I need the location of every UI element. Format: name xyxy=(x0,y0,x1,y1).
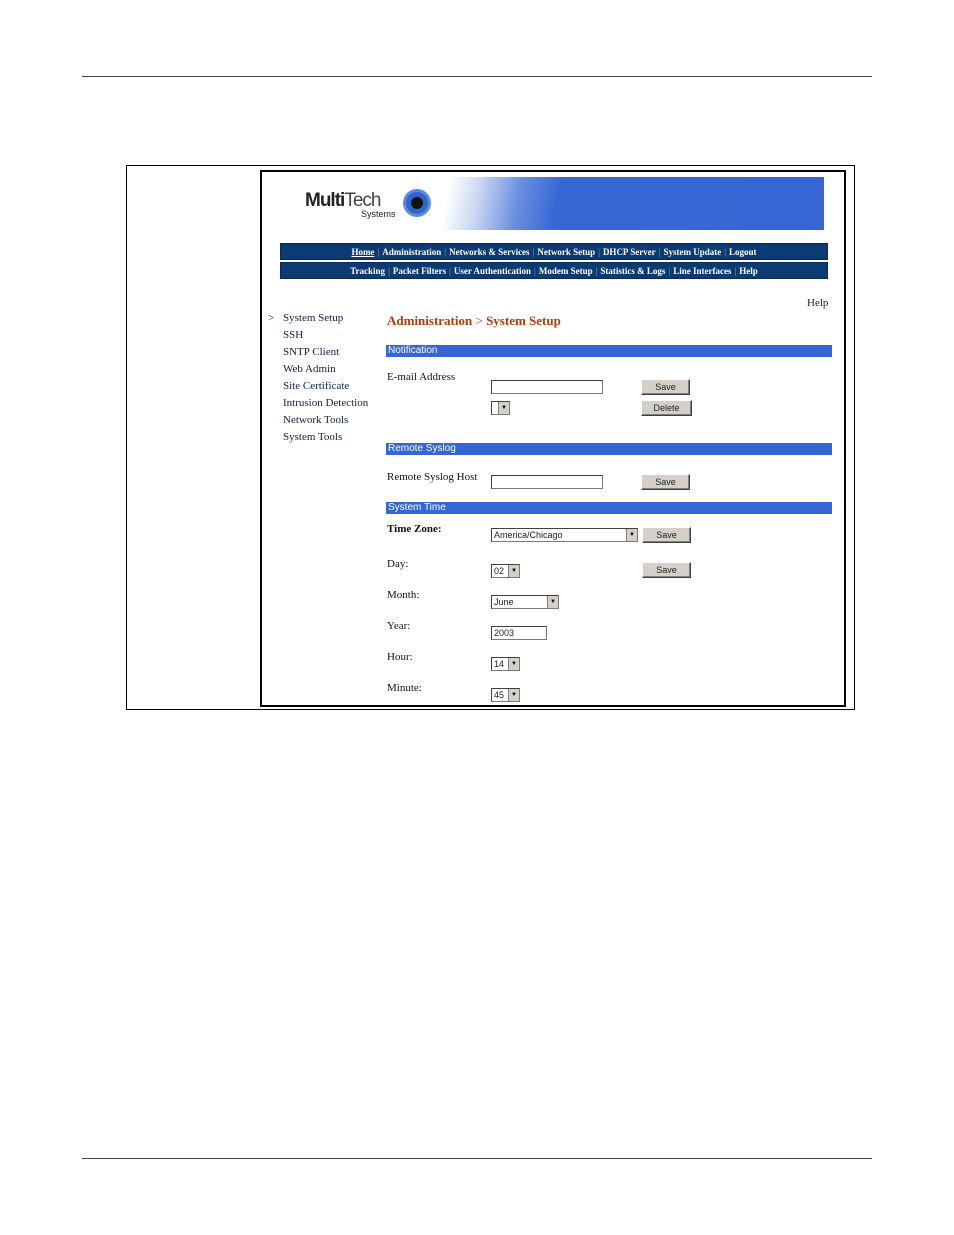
nav-secondary-statistics-logs[interactable]: Statistics & Logs xyxy=(600,265,666,276)
sidebar-item-system-setup[interactable]: System Setup xyxy=(283,312,344,324)
page-top-rule xyxy=(82,76,872,77)
chevron-down-icon[interactable]: ▼ xyxy=(508,689,519,701)
nav-secondary-packet-filters[interactable]: Packet Filters xyxy=(392,265,447,276)
timezone-label: Time Zone: xyxy=(387,523,442,535)
nav-primary-system-update[interactable]: System Update xyxy=(663,246,722,257)
nav-secondary-user-authentication[interactable]: User Authentication xyxy=(453,265,532,276)
nav-primary-dhcp-server[interactable]: DHCP Server xyxy=(602,246,656,257)
date-save-button[interactable]: Save xyxy=(642,562,691,578)
chevron-down-icon[interactable]: ▼ xyxy=(498,402,509,414)
logo-subtext: Systems xyxy=(361,209,396,219)
timezone-select[interactable]: America/Chicago ▼ xyxy=(491,528,638,542)
email-list-select[interactable] xyxy=(491,401,510,415)
sidebar-item-web-admin[interactable]: Web Admin xyxy=(283,363,336,375)
header-banner xyxy=(434,177,824,230)
logo-text: MultiTech xyxy=(305,190,381,211)
nav-separator: | xyxy=(734,265,737,276)
nav-separator: | xyxy=(388,265,390,276)
sidebar-item-sntp-client[interactable]: SNTP Client xyxy=(283,346,340,358)
browser-screen xyxy=(260,170,846,707)
remote-syslog-header: Remote Syslog xyxy=(386,443,832,455)
minute-label: Minute: xyxy=(387,682,422,694)
month-select[interactable]: June ▼ xyxy=(491,595,559,609)
nav-primary-network-setup[interactable]: Network Setup xyxy=(537,246,596,257)
chevron-down-icon[interactable]: ▼ xyxy=(508,658,519,670)
nav-secondary-line-interfaces[interactable]: Line Interfaces xyxy=(673,265,732,276)
nav-secondary-help[interactable]: Help xyxy=(739,265,758,276)
nav-separator: | xyxy=(377,246,380,257)
sidebar-active-marker: > xyxy=(268,312,275,324)
day-select[interactable]: 02 ▼ xyxy=(491,564,520,578)
nav-separator: | xyxy=(449,265,451,276)
primary-nav xyxy=(280,243,828,260)
page-bottom-rule xyxy=(82,1158,872,1159)
nav-separator: | xyxy=(724,246,727,257)
nav-separator: | xyxy=(598,246,600,257)
notification-header: Notification xyxy=(386,345,832,357)
page-title xyxy=(387,313,561,329)
month-label: Month: xyxy=(387,589,420,601)
sidebar-item-site-certificate[interactable]: Site Certificate xyxy=(283,380,350,392)
syslog-host-input[interactable] xyxy=(491,475,603,489)
chevron-down-icon[interactable]: ▼ xyxy=(508,565,519,577)
system-time-header: System Time xyxy=(386,502,832,514)
chevron-down-icon[interactable]: ▼ xyxy=(626,529,637,541)
breadcrumb-parent[interactable]: Administration xyxy=(387,313,473,328)
email-input[interactable] xyxy=(491,380,603,394)
year-input[interactable]: 2003 xyxy=(491,626,547,640)
email-delete-button[interactable]: Delete xyxy=(641,400,692,416)
chevron-down-icon[interactable]: ▼ xyxy=(547,596,558,608)
help-link[interactable]: Help xyxy=(807,297,829,309)
email-save-button[interactable]: Save xyxy=(641,379,690,395)
nav-separator: | xyxy=(595,265,598,276)
sidebar-item-ssh[interactable]: SSH xyxy=(283,329,304,341)
nav-separator: | xyxy=(534,265,536,276)
syslog-save-button[interactable]: Save xyxy=(641,474,690,490)
email-label: E-mail Address xyxy=(387,371,456,383)
nav-separator: | xyxy=(668,265,671,276)
nav-primary-networks-services[interactable]: Networks & Services xyxy=(449,246,530,257)
nav-separator: | xyxy=(444,246,447,257)
minute-select[interactable]: 45 ▼ xyxy=(491,688,520,702)
sidebar-item-system-tools[interactable]: System Tools xyxy=(283,431,343,443)
hour-label: Hour: xyxy=(387,651,413,663)
secondary-nav xyxy=(280,262,828,279)
timezone-save-button[interactable]: Save xyxy=(642,527,691,543)
nav-separator: | xyxy=(532,246,535,257)
hour-select[interactable]: 14 ▼ xyxy=(491,657,520,671)
breadcrumb-current: System Setup xyxy=(486,313,561,328)
syslog-host-label: Remote Syslog Host xyxy=(387,471,478,483)
sidebar-item-intrusion-detection[interactable]: Intrusion Detection xyxy=(283,397,369,409)
year-label: Year: xyxy=(387,620,411,632)
nav-primary-logout[interactable]: Logout xyxy=(729,246,757,257)
nav-separator: | xyxy=(658,246,661,257)
sidebar-item-network-tools[interactable]: Network Tools xyxy=(283,414,349,426)
nav-primary-home[interactable]: Home xyxy=(351,246,375,257)
multitech-logo-icon xyxy=(403,189,431,217)
nav-secondary-modem-setup[interactable]: Modem Setup xyxy=(538,265,593,276)
nav-secondary-tracking[interactable]: Tracking xyxy=(350,265,386,276)
breadcrumb-separator: > xyxy=(475,313,483,328)
day-label: Day: xyxy=(387,558,409,570)
nav-primary-administration[interactable]: Administration xyxy=(382,246,442,257)
